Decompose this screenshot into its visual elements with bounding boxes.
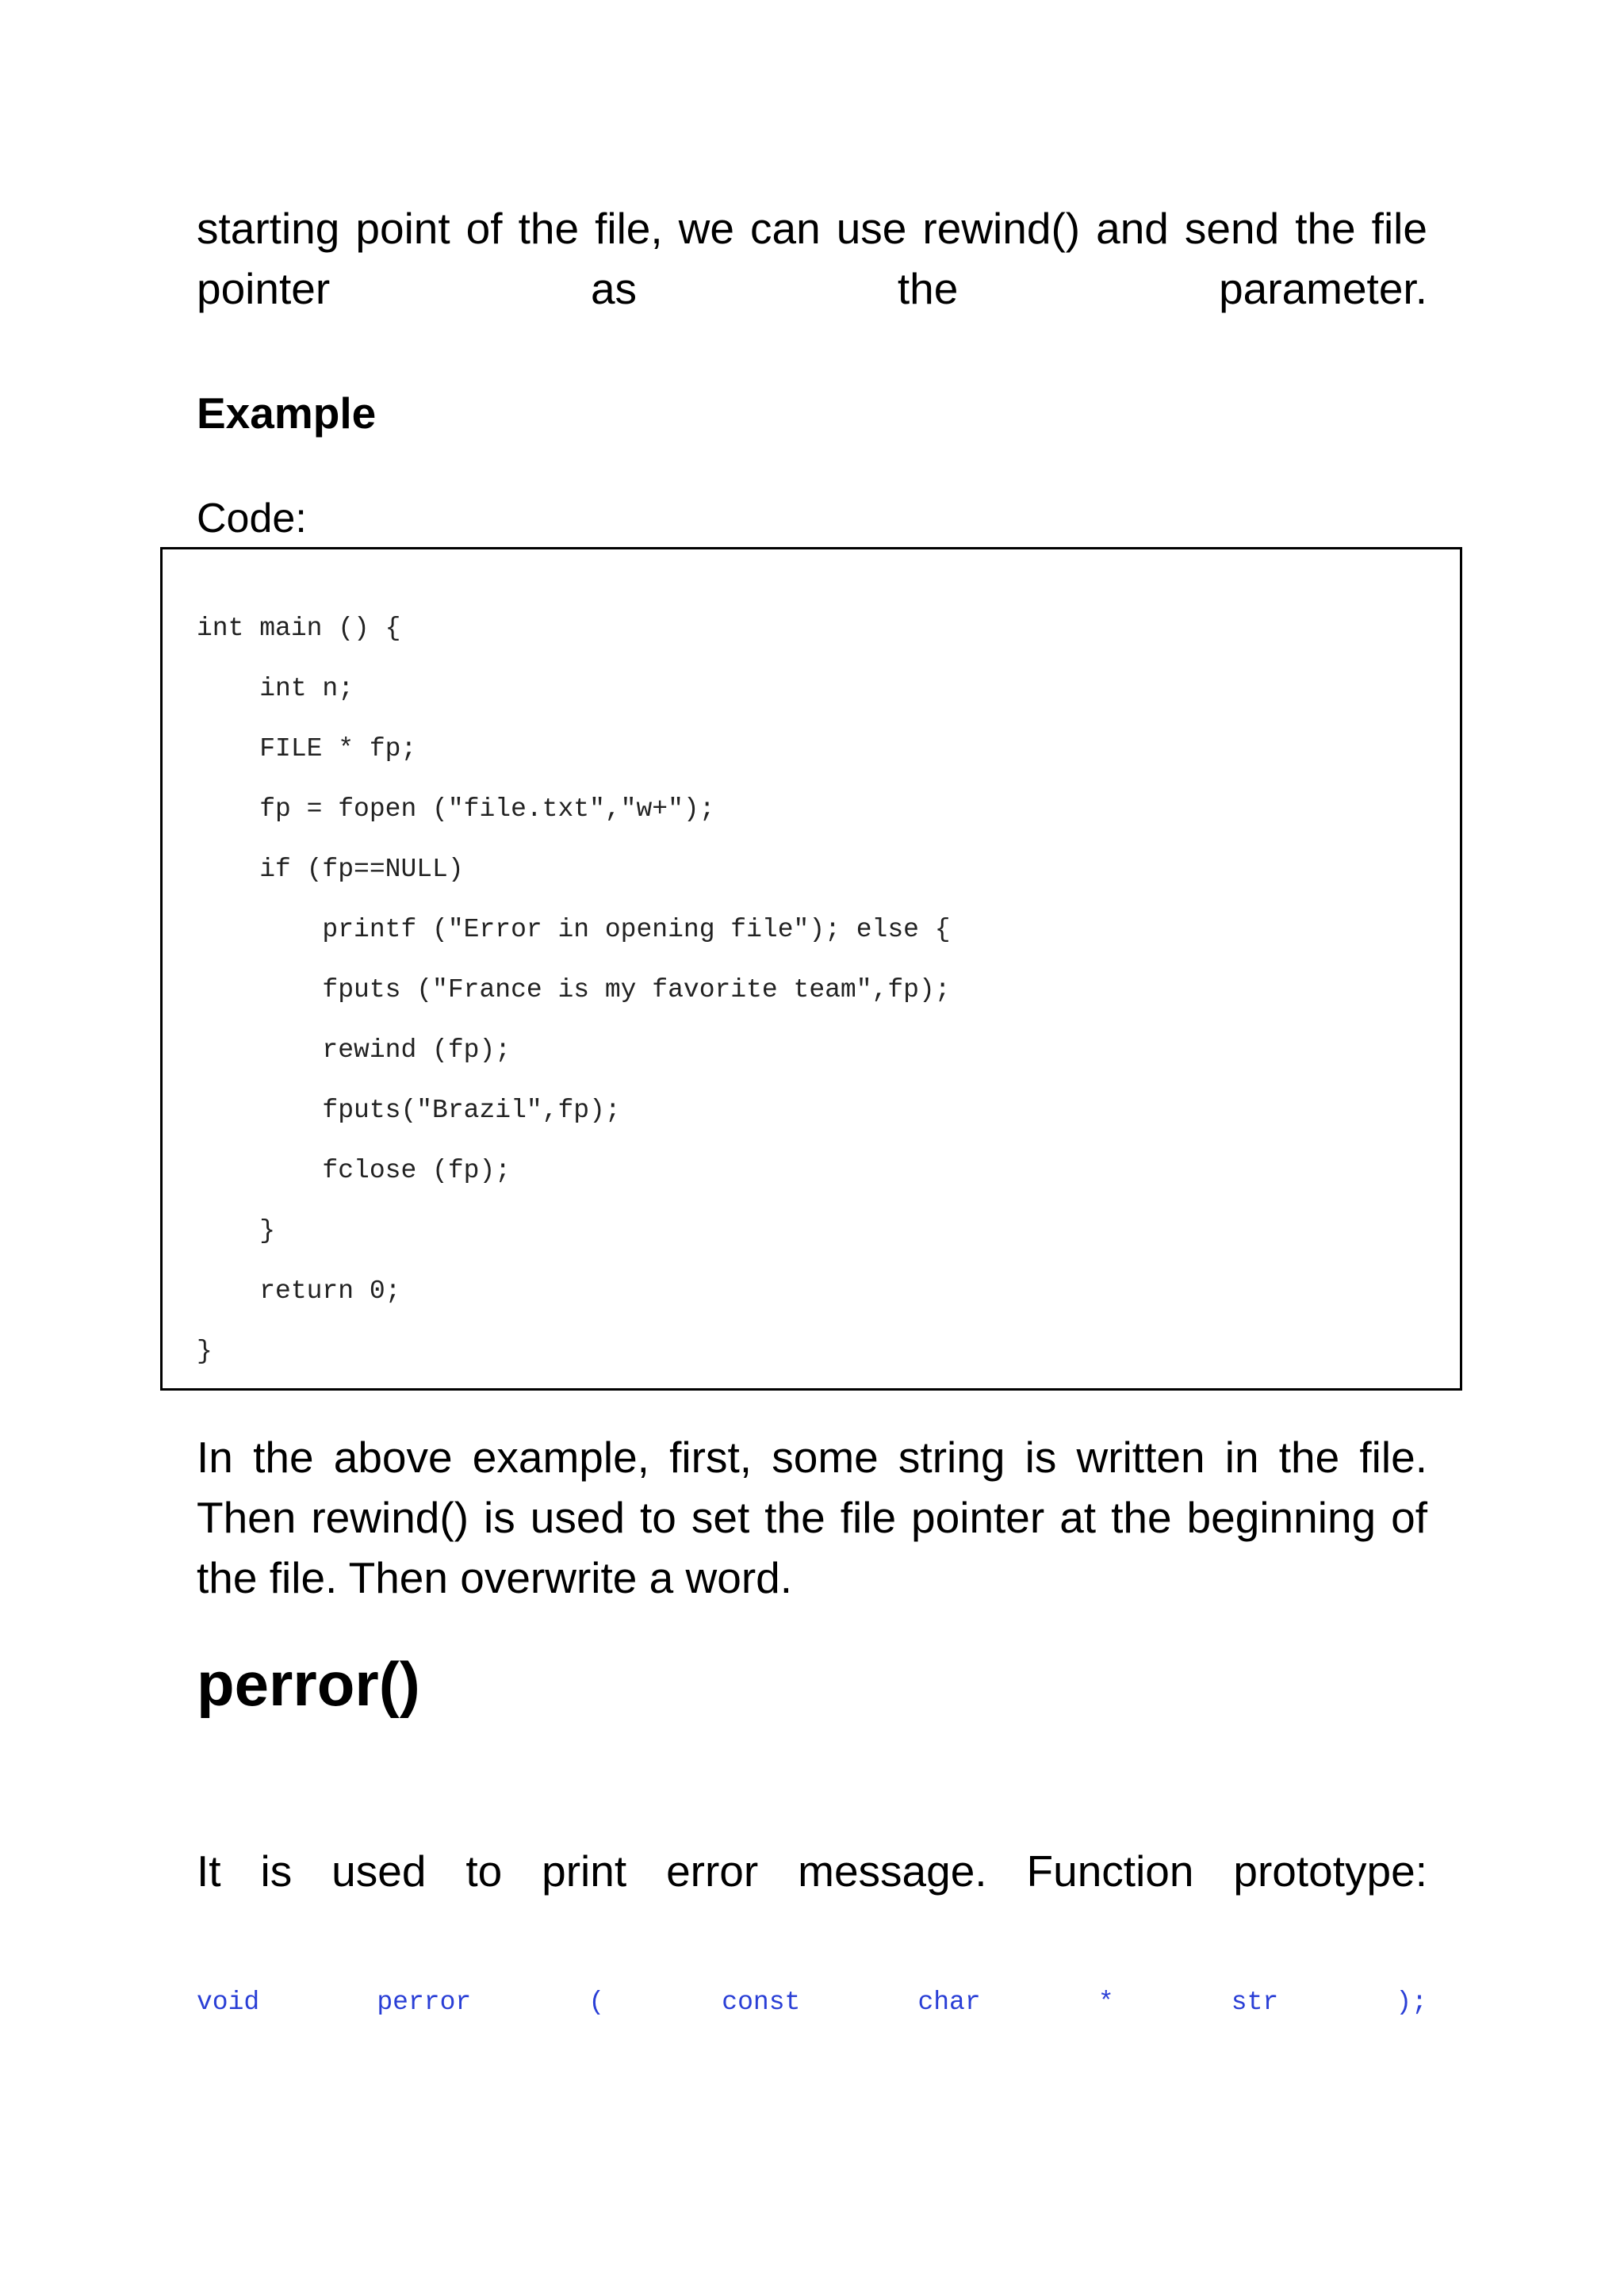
code-block bbox=[197, 599, 951, 1382]
code-line: int main () { bbox=[197, 614, 401, 643]
perror-heading: perror() bbox=[197, 1649, 420, 1719]
code-line: fputs("Brazil",fp); bbox=[197, 1096, 621, 1125]
intro-paragraph: starting point of the file, we can use rewind() and send the file pointer as the parameter. bbox=[197, 204, 1427, 313]
code-line: fp = fopen ("file.txt","w+"); bbox=[197, 794, 715, 824]
function-prototype bbox=[197, 1979, 1427, 2026]
code-label: Code: bbox=[197, 496, 307, 541]
prototype-token: perror bbox=[377, 1988, 472, 2017]
prototype-token: const bbox=[722, 1988, 801, 2017]
prototype-token: void bbox=[197, 1988, 260, 2017]
prototype-token: * bbox=[1097, 1988, 1114, 2017]
prototype-token: char bbox=[917, 1988, 981, 2017]
code-line: int n; bbox=[197, 674, 354, 703]
prototype-token: ); bbox=[1396, 1988, 1427, 2017]
prototype-token: ( bbox=[588, 1988, 605, 2017]
prototype-token: str bbox=[1231, 1988, 1279, 2017]
code-line: fclose (fp); bbox=[197, 1156, 511, 1185]
code-line: if (fp==NULL) bbox=[197, 855, 464, 884]
code-line: } bbox=[197, 1216, 276, 1246]
code-line: rewind (fp); bbox=[197, 1035, 511, 1065]
code-line: } bbox=[197, 1337, 213, 1366]
explanation-paragraph: In the above example, first, some string is written in the file. Then rewind() is used to set the file pointer at the beginning of the file. Then overwrite a word. bbox=[197, 1433, 1427, 1602]
code-line: printf ("Error in opening file"); else { bbox=[197, 915, 951, 944]
perror-description: It is used to print error message. Function prototype: bbox=[197, 1846, 1427, 1896]
example-heading: Example bbox=[197, 388, 377, 438]
code-line: return 0; bbox=[197, 1276, 401, 1306]
code-line: FILE * fp; bbox=[197, 734, 417, 763]
code-line: fputs ("France is my favorite team",fp); bbox=[197, 975, 951, 1004]
